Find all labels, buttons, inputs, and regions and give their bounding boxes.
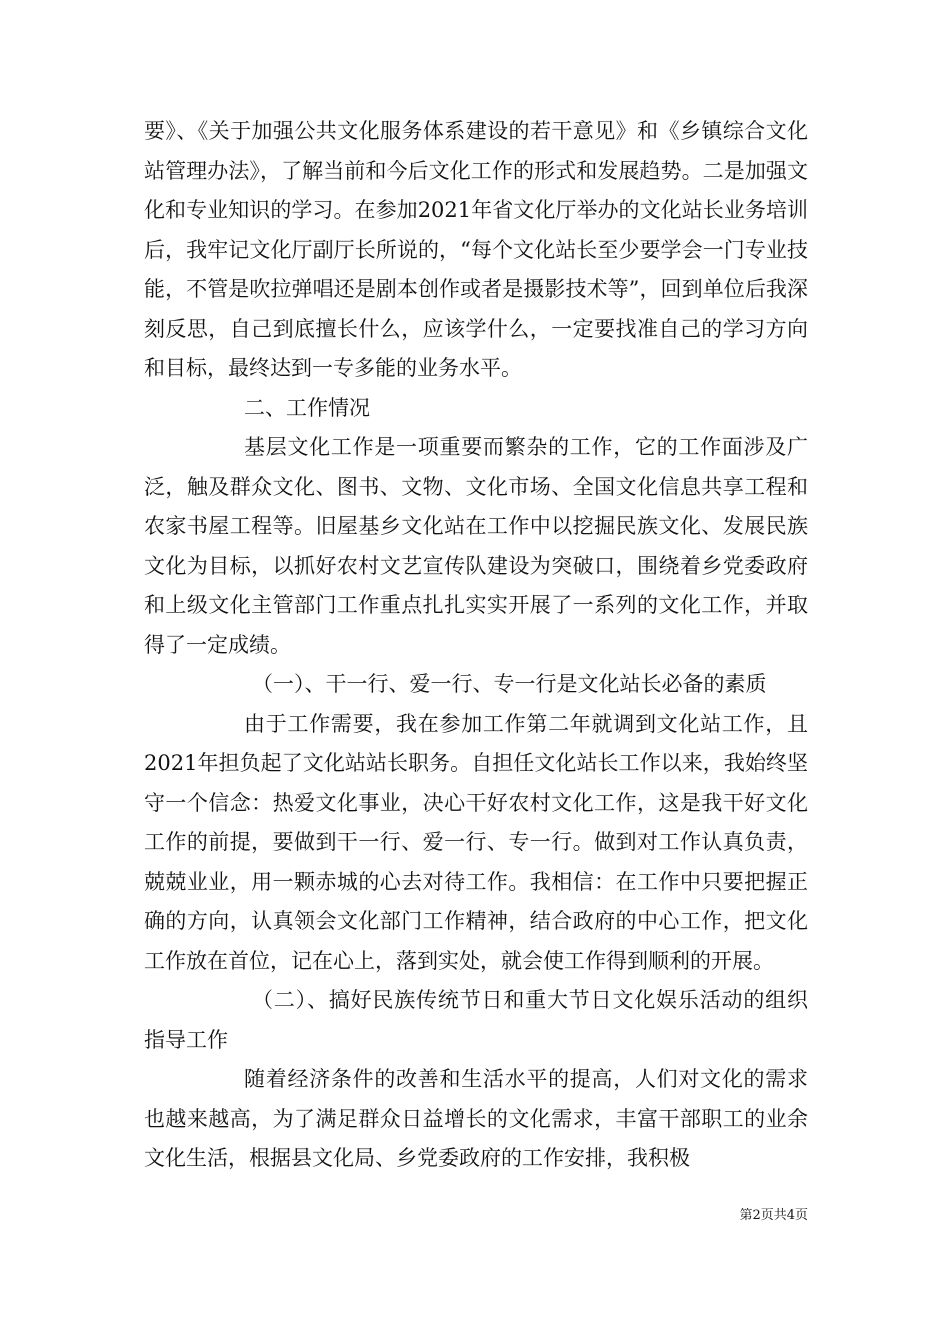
document-body [144, 112, 808, 1179]
subheading-festival-activities: （二）、搞好民族传统节日和重大节日文化娱乐活动的组织指导工作 [144, 988, 808, 1052]
page-number: 第2页共4页 [739, 1208, 808, 1223]
paragraph-grassroots-culture: 基层文化工作是一项重要而繁杂的工作，它的工作面涉及广泛，触及群众文化、图书、文物、文化市场、全国文化信息共享工程和农家书屋工程等。旧屋基乡文化站在工作中以挖掘民族文化、发展民族文化为目标，以抓好农村文艺宣传队建设为突破口，围绕着乡党委政府和上级文化主管部门工作重点扎扎实实开展了一系列的文化工作，并取得了一定成绩。 [144, 435, 808, 657]
section-heading-work-status: 二、工作情况 [244, 395, 370, 420]
paragraph-station-chief: 由于工作需要，我在参加工作第二年就调到文化站工作，且2021年担负起了文化站站长职务。自担任文化站长工作以来，我始终坚守一个信念：热爱文化事业，决心干好农村文化工作，这是我干好文化工作的前提，要做到干一行、爱一行、专一行。做到对工作认真负责，兢兢业业，用一颗赤城的心去对待工作。我相信：在工作中只要把握正确的方向，认真领会文化部门工作精神，结合政府的中心工作，把文化工作放在首位，记在心上，落到实处，就会使工作得到顺利的开展。 [144, 711, 808, 973]
paragraph-study-continued: 要》、《关于加强公共文化服务体系建设的若干意见》和《乡镇综合文化站管理办法》，了解当前和今后文化工作的形式和发展趋势。二是加强文化和专业知识的学习。在参加2021年省文化厅举办的文化站长业务培训后，我牢记文化厅副厅长所说的，“每个文化站长至少要学会一门专业技能，不管是吹拉弹唱还是剧本创作或者是摄影技术等”，回到单位后我深刻反思，自己到底擅长什么，应该学什么，一定要找准自己的学习方向和目标，最终达到一专多能的业务水平。 [144, 119, 808, 380]
subheading-dedication: （一）、干一行、爱一行、专一行是文化站长必备的素质 [252, 672, 767, 696]
paragraph-cultural-demand: 随着经济条件的改善和生活水平的提高，人们对文化的需求也越来越高，为了满足群众日益增长的文化需求，丰富干部职工的业余文化生活，根据县文化局、乡党委政府的工作安排，我积极 [144, 1067, 808, 1170]
